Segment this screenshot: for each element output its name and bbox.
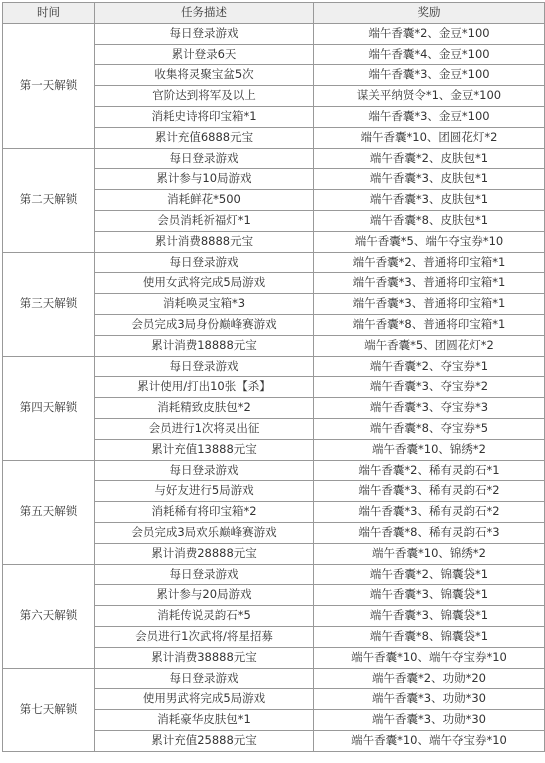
table-row [3, 148, 545, 169]
task-description-cell: 消耗豪华皮肤包*1 [95, 710, 314, 731]
reward-cell: 端午香囊*10、团圆花灯*2 [314, 127, 545, 148]
reward-cell: 端午香囊*2、稀有灵韵石*1 [314, 460, 545, 481]
task-description-cell: 每日登录游戏 [95, 356, 314, 377]
task-description-cell: 累计登录6天 [95, 44, 314, 65]
task-description-cell: 会员进行1次武将/将星招募 [95, 626, 314, 647]
reward-cell: 端午香囊*3、金豆*100 [314, 65, 545, 86]
reward-cell: 端午香囊*2、皮肤包*1 [314, 148, 545, 169]
reward-cell: 端午香囊*8、普通将印宝箱*1 [314, 314, 545, 335]
task-description-cell: 累计消费38888元宝 [95, 647, 314, 668]
task-description-cell: 消耗史诗将印宝箱*1 [95, 106, 314, 127]
reward-cell: 端午香囊*10、端午夺宝券*10 [314, 647, 545, 668]
task-description-cell: 每日登录游戏 [95, 23, 314, 44]
reward-cell: 端午香囊*2、夺宝券*1 [314, 356, 545, 377]
task-description-cell: 使用男武将完成5局游戏 [95, 689, 314, 710]
task-description-cell: 累计参与20局游戏 [95, 585, 314, 606]
reward-cell: 端午香囊*2、功勋*20 [314, 668, 545, 689]
reward-cell: 端午香囊*10、端午夺宝券*10 [314, 730, 545, 751]
unlock-day-cell: 第六天解锁 [3, 564, 95, 668]
table-row [3, 356, 545, 377]
task-description-cell: 累计充值6888元宝 [95, 127, 314, 148]
table-row [3, 564, 545, 585]
reward-cell: 端午香囊*5、端午夺宝券*10 [314, 231, 545, 252]
task-description-cell: 消耗精致皮肤包*2 [95, 398, 314, 419]
reward-cell: 端午香囊*8、稀有灵韵石*3 [314, 522, 545, 543]
task-description-cell: 消耗传说灵韵石*5 [95, 606, 314, 627]
task-description-cell: 会员消耗祈福灯*1 [95, 210, 314, 231]
task-description-cell: 每日登录游戏 [95, 668, 314, 689]
task-description-cell: 消耗鲜花*500 [95, 190, 314, 211]
unlock-day-cell: 第二天解锁 [3, 148, 95, 252]
task-description-cell: 累计消费28888元宝 [95, 543, 314, 564]
reward-cell: 端午香囊*3、皮肤包*1 [314, 169, 545, 190]
reward-cell: 端午香囊*3、功勋*30 [314, 710, 545, 731]
reward-cell: 端午香囊*3、稀有灵韵石*2 [314, 481, 545, 502]
unlock-day-cell: 第四天解锁 [3, 356, 95, 460]
reward-cell: 端午香囊*3、普通将印宝箱*1 [314, 273, 545, 294]
reward-cell: 端午香囊*3、稀有灵韵石*2 [314, 502, 545, 523]
unlock-day-cell: 第七天解锁 [3, 668, 95, 751]
task-description-cell: 收集将灵聚宝盆5次 [95, 65, 314, 86]
unlock-day-cell: 第三天解锁 [3, 252, 95, 356]
table-row [3, 460, 545, 481]
reward-cell: 端午香囊*2、金豆*100 [314, 23, 545, 44]
task-description-cell: 官阶达到将军及以上 [95, 86, 314, 107]
header-reward: 奖励 [314, 3, 545, 24]
reward-cell: 端午香囊*8、锦囊袋*1 [314, 626, 545, 647]
reward-cell: 端午香囊*3、夺宝券*2 [314, 377, 545, 398]
task-description-cell: 使用女武将完成5局游戏 [95, 273, 314, 294]
task-description-cell: 每日登录游戏 [95, 460, 314, 481]
task-description-cell: 累计参与10局游戏 [95, 169, 314, 190]
reward-cell: 端午香囊*4、金豆*100 [314, 44, 545, 65]
task-description-cell: 每日登录游戏 [95, 564, 314, 585]
table-body [3, 23, 545, 751]
reward-cell: 谋关平纳贤令*1、金豆*100 [314, 86, 545, 107]
reward-cell: 端午香囊*8、夺宝券*5 [314, 418, 545, 439]
task-description-cell: 累计充值25888元宝 [95, 730, 314, 751]
task-reward-table [2, 2, 545, 752]
header-time: 时间 [3, 3, 95, 24]
task-description-cell: 累计消费18888元宝 [95, 335, 314, 356]
task-description-cell: 每日登录游戏 [95, 252, 314, 273]
reward-cell: 端午香囊*3、金豆*100 [314, 106, 545, 127]
task-description-cell: 会员完成3局身份巅峰赛游戏 [95, 314, 314, 335]
reward-cell: 端午香囊*10、锦绣*2 [314, 543, 545, 564]
reward-cell: 端午香囊*3、普通将印宝箱*1 [314, 294, 545, 315]
reward-cell: 端午香囊*3、功勋*30 [314, 689, 545, 710]
task-description-cell: 会员完成3局欢乐巅峰赛游戏 [95, 522, 314, 543]
table-row [3, 252, 545, 273]
reward-cell: 端午香囊*5、团圆花灯*2 [314, 335, 545, 356]
unlock-day-cell: 第一天解锁 [3, 23, 95, 148]
reward-cell: 端午香囊*2、普通将印宝箱*1 [314, 252, 545, 273]
task-description-cell: 与好友进行5局游戏 [95, 481, 314, 502]
table-row [3, 23, 545, 44]
reward-cell: 端午香囊*3、夺宝券*3 [314, 398, 545, 419]
reward-cell: 端午香囊*3、锦囊袋*1 [314, 606, 545, 627]
task-description-cell: 消耗唤灵宝箱*3 [95, 294, 314, 315]
reward-cell: 端午香囊*3、锦囊袋*1 [314, 585, 545, 606]
task-description-cell: 累计消费8888元宝 [95, 231, 314, 252]
reward-cell: 端午香囊*3、皮肤包*1 [314, 190, 545, 211]
task-description-cell: 每日登录游戏 [95, 148, 314, 169]
reward-cell: 端午香囊*8、皮肤包*1 [314, 210, 545, 231]
table-row [3, 668, 545, 689]
header-task: 任务描述 [95, 3, 314, 24]
task-description-cell: 累计充值13888元宝 [95, 439, 314, 460]
unlock-day-cell: 第五天解锁 [3, 460, 95, 564]
reward-cell: 端午香囊*2、锦囊袋*1 [314, 564, 545, 585]
task-description-cell: 累计使用/打出10张【杀】 [95, 377, 314, 398]
task-description-cell: 会员进行1次将灵出征 [95, 418, 314, 439]
task-description-cell: 消耗稀有将印宝箱*2 [95, 502, 314, 523]
reward-cell: 端午香囊*10、锦绣*2 [314, 439, 545, 460]
header-row [3, 3, 545, 24]
